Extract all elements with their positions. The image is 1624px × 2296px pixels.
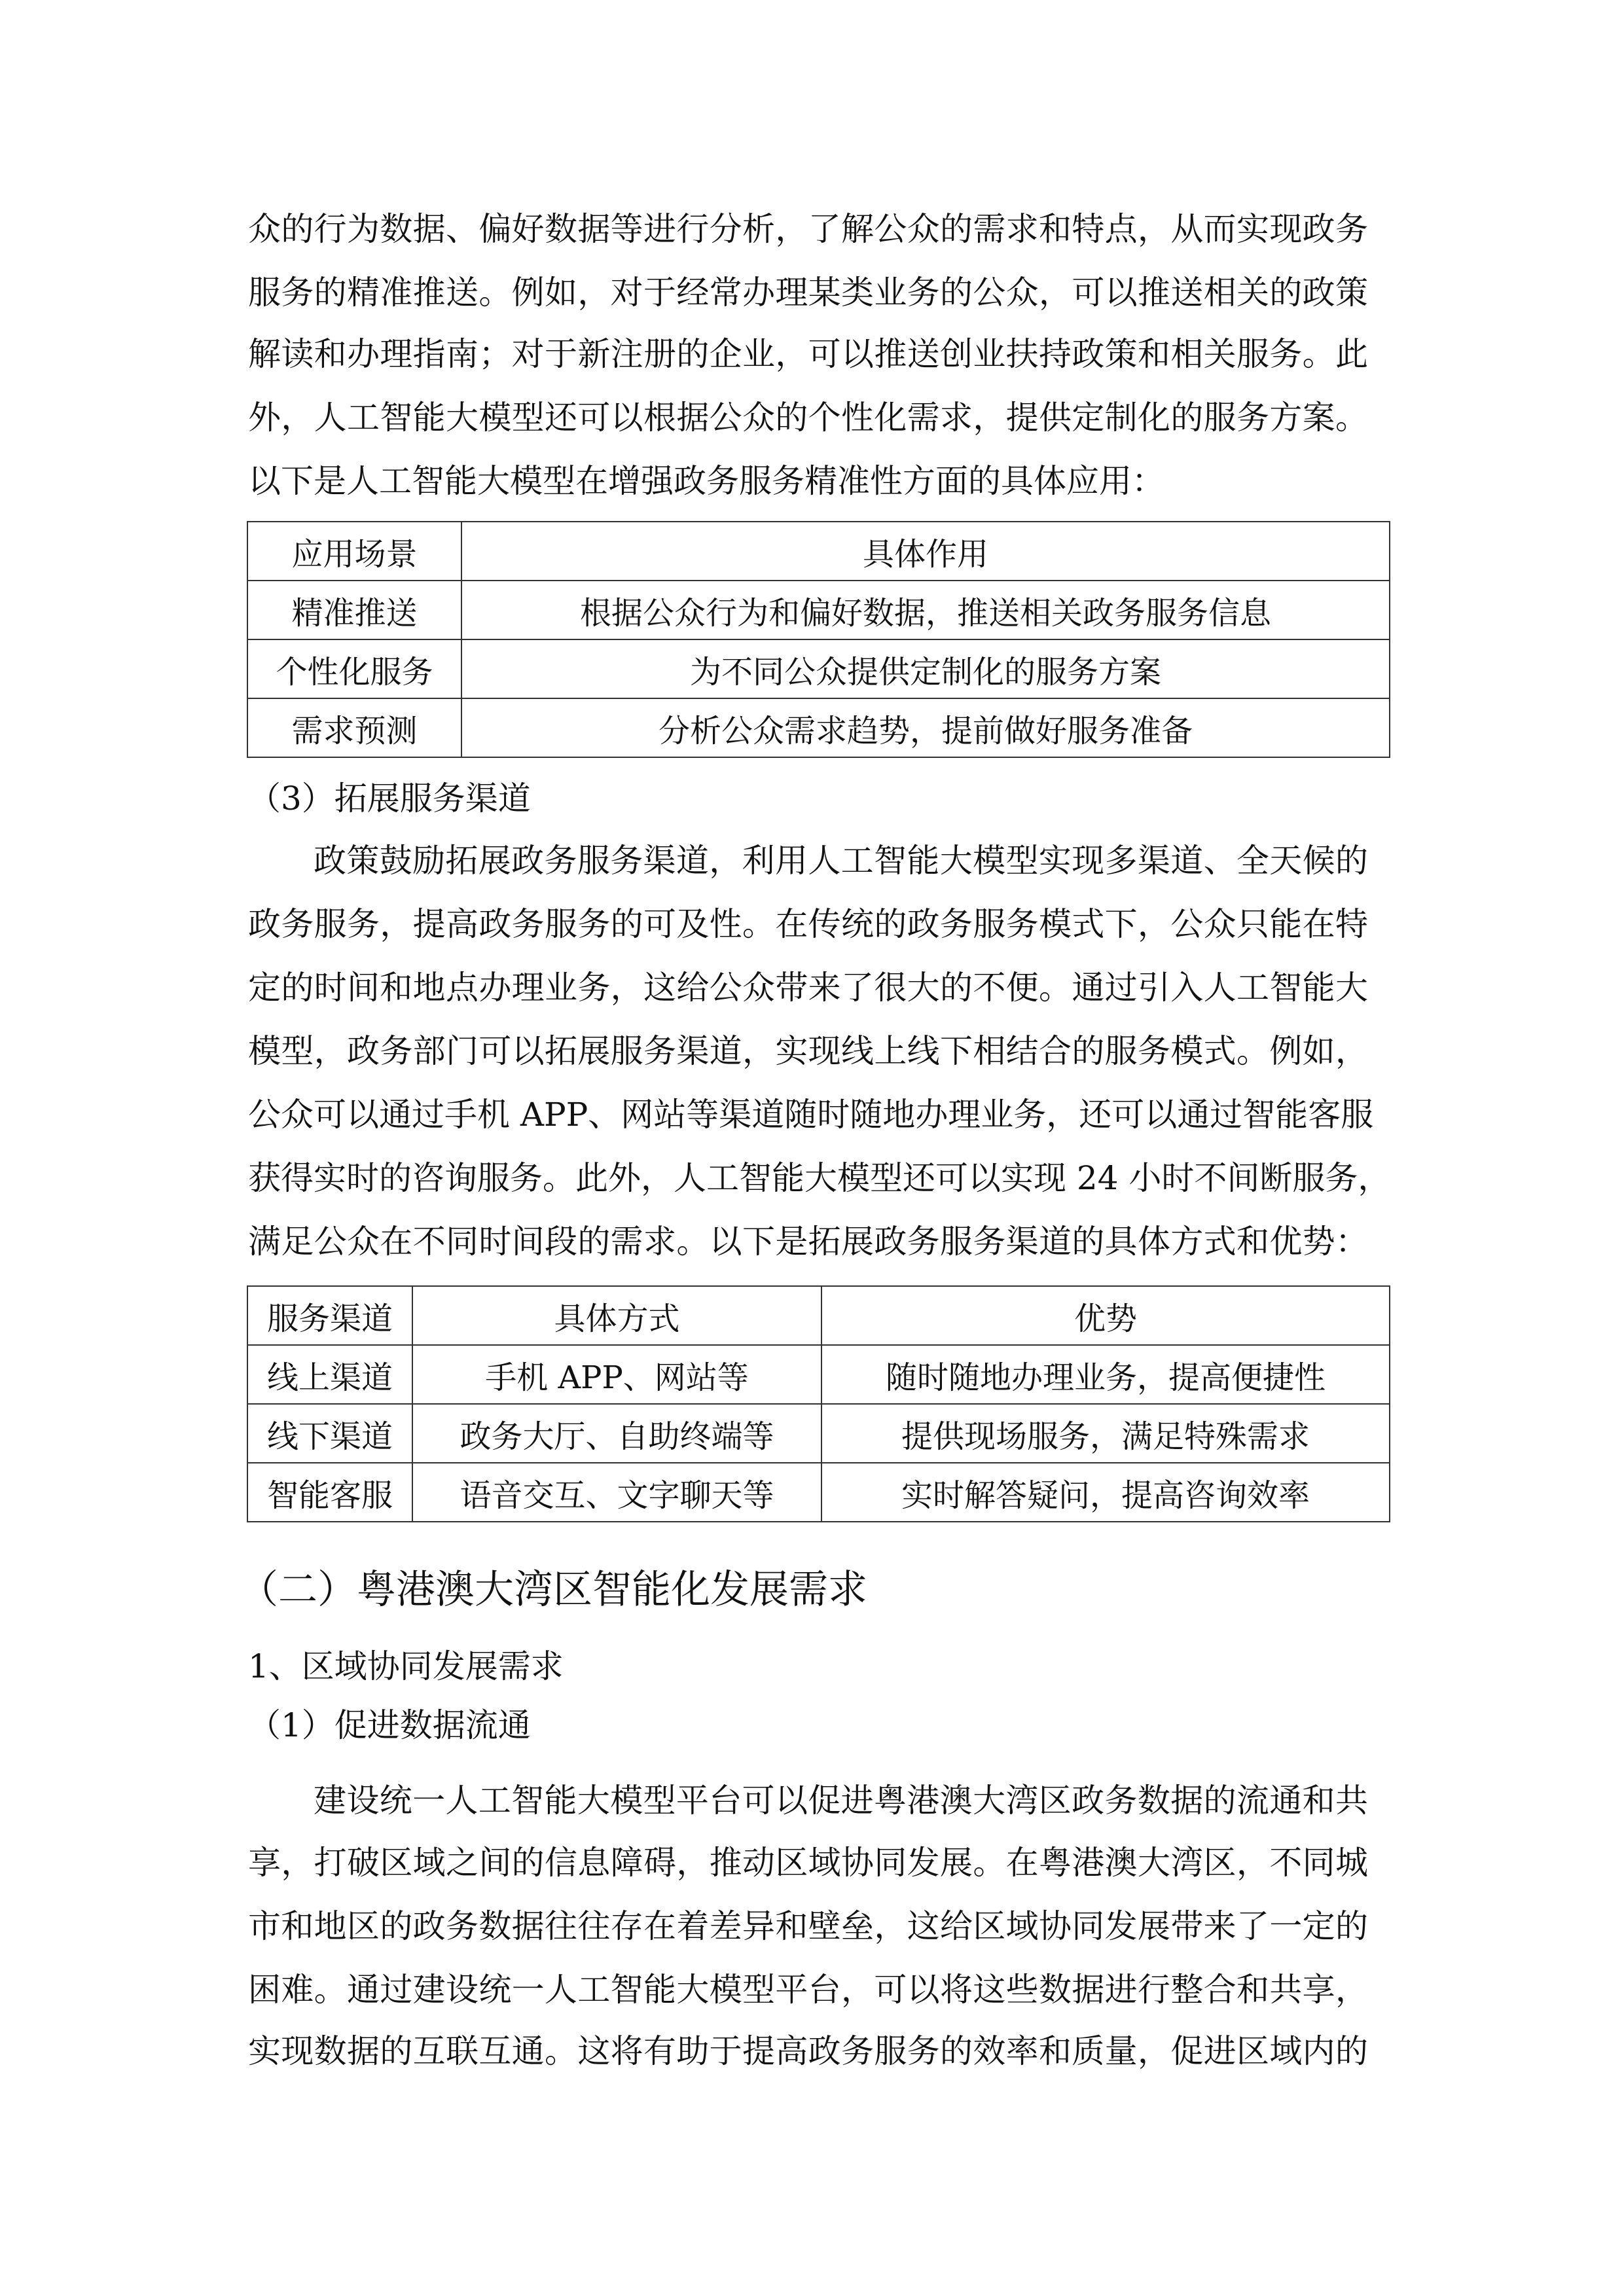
table-header-cell: 具体作用 — [461, 522, 1390, 581]
table-cell: 随时随地办理业务，提高便捷性 — [821, 1345, 1390, 1404]
paragraph-line: 服务的精准推送。例如，对于经常办理某类业务的公众，可以推送相关的政策 — [248, 274, 1368, 312]
paragraph-line: 外，人工智能大模型还可以根据公众的个性化需求，提供定制化的服务方案。 — [248, 399, 1368, 437]
table-row — [247, 639, 1390, 698]
table-cell: 线上渠道 — [247, 1345, 412, 1404]
paragraph-line: 公众可以通过手机 APP、网站等渠道随时随地办理业务，还可以通过智能客服 — [248, 1096, 1374, 1134]
table-cell: 精准推送 — [247, 581, 461, 639]
table-cell: 分析公众需求趋势，提前做好服务准备 — [461, 698, 1390, 757]
table-cell: 手机 APP、网站等 — [412, 1345, 821, 1404]
table-header-cell: 优势 — [821, 1286, 1390, 1345]
table-cell: 语音交互、文字聊天等 — [412, 1463, 821, 1522]
subsection-title: （3）拓展服务渠道 — [248, 780, 531, 817]
table-cell: 实时解答疑问，提高咨询效率 — [821, 1463, 1390, 1522]
paragraph-line: 困难。通过建设统一人工智能大模型平台，可以将这些数据进行整合和共享， — [248, 1971, 1368, 2009]
table-cell: 线下渠道 — [247, 1404, 412, 1463]
paragraph-line: 政务服务，提高政务服务的可及性。在传统的政务服务模式下，公众只能在特 — [248, 905, 1368, 943]
paragraph-line: 解读和办理指南；对于新注册的企业，可以推送创业扶持政策和相关服务。此 — [248, 335, 1368, 373]
table-header-row — [247, 522, 1390, 581]
paragraph-line: 满足公众在不同时间段的需求。以下是拓展政务服务渠道的具体方式和优势： — [248, 1223, 1368, 1261]
table-cell: 需求预测 — [247, 698, 461, 757]
paragraph-line: 以下是人工智能大模型在增强政务服务精准性方面的具体应用： — [248, 462, 1164, 500]
subsection-heading: 1、区域协同发展需求 — [248, 1647, 564, 1685]
table-row — [247, 1345, 1390, 1404]
section-heading: （二）粤港澳大湾区智能化发展需求 — [239, 1567, 867, 1613]
paragraph-line: 建设统一人工智能大模型平台可以促进粤港澳大湾区政务数据的流通和共 — [314, 1782, 1368, 1820]
table-cell: 个性化服务 — [247, 639, 461, 698]
table-cell: 提供现场服务，满足特殊需求 — [821, 1404, 1390, 1463]
paragraph-line: 模型，政务部门可以拓展服务渠道，实现线上线下相结合的服务模式。例如， — [248, 1032, 1368, 1070]
table-cell: 为不同公众提供定制化的服务方案 — [461, 639, 1390, 698]
table-cell: 根据公众行为和偏好数据，推送相关政务服务信息 — [461, 581, 1390, 639]
precision-application-table — [247, 521, 1390, 758]
paragraph-line: 定的时间和地点办理业务，这给公众带来了很大的不便。通过引入人工智能大 — [248, 969, 1368, 1007]
paragraph-line: 众的行为数据、偏好数据等进行分析，了解公众的需求和特点，从而实现政务 — [248, 210, 1368, 248]
paragraph-line: 政策鼓励拓展政务服务渠道，利用人工智能大模型实现多渠道、全天候的 — [314, 842, 1368, 880]
table-header-cell: 具体方式 — [412, 1286, 821, 1345]
table-header-cell: 应用场景 — [247, 522, 461, 581]
table-header-row — [247, 1286, 1390, 1345]
table-row — [247, 1463, 1390, 1522]
subsection-title: （1）促进数据流通 — [248, 1706, 531, 1744]
table-cell: 智能客服 — [247, 1463, 412, 1522]
table-row — [247, 581, 1390, 639]
paragraph-line: 市和地区的政务数据往往存在着差异和壁垒，这给区域协同发展带来了一定的 — [248, 1907, 1368, 1945]
paragraph-line: 享，打破区域之间的信息障碍，推动区域协同发展。在粤港澳大湾区，不同城 — [248, 1844, 1368, 1882]
table-cell: 政务大厅、自助终端等 — [412, 1404, 821, 1463]
table-row — [247, 1404, 1390, 1463]
table-header-cell: 服务渠道 — [247, 1286, 412, 1345]
table-row — [247, 698, 1390, 757]
paragraph-line: 获得实时的咨询服务。此外，人工智能大模型还可以实现 24 小时不间断服务， — [248, 1159, 1391, 1197]
paragraph-line: 实现数据的互联互通。这将有助于提高政务服务的效率和质量，促进区域内的 — [248, 2032, 1368, 2070]
service-channel-table — [247, 1285, 1390, 1522]
